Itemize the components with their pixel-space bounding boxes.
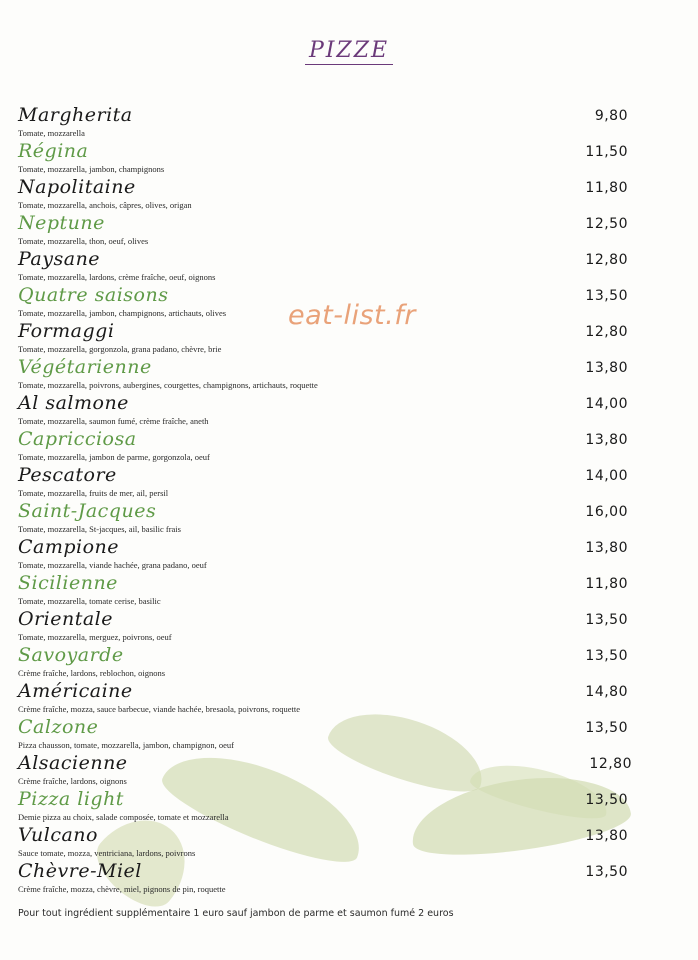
menu-item-price: 13,50 xyxy=(585,792,628,808)
menu-item xyxy=(18,428,638,464)
menu-item-name: Neptune xyxy=(18,212,105,234)
menu-item-name: Alsacienne xyxy=(18,752,128,774)
menu-item xyxy=(18,860,638,896)
menu-item-description: Tomate, mozzarella, jambon, champignons, artichauts, olives xyxy=(18,308,227,318)
menu-item-description: Sauce tomate, mozza, ventriciana, lardons, poivrons xyxy=(18,848,196,858)
menu-item-description: Crème fraîche, lardons, reblochon, oignons xyxy=(18,668,166,678)
menu-item-price: 9,80 xyxy=(594,108,628,124)
menu-item-description: Tomate, mozzarella, merguez, poivrons, oeuf xyxy=(18,632,172,642)
menu-item-name: Pescatore xyxy=(18,464,117,486)
menu-item-description: Crème fraîche, mozza, sauce barbecue, viande hachée, bresaola, poivrons, roquette xyxy=(18,704,301,714)
menu-item-name: Formaggi xyxy=(18,320,115,342)
menu-item-name: Margherita xyxy=(18,104,133,126)
menu-item-name: Paysane xyxy=(18,248,101,270)
menu-item-name: Campione xyxy=(18,536,120,558)
menu-item-price: 13,50 xyxy=(585,612,628,628)
menu-item xyxy=(18,824,638,860)
menu-item xyxy=(18,500,638,536)
menu-item xyxy=(18,212,638,248)
menu-item-price: 14,80 xyxy=(585,684,628,700)
menu-item-price: 11,80 xyxy=(585,576,628,592)
menu-item-price: 13,80 xyxy=(585,432,628,448)
menu-item-description: Tomate, mozzarella, St-jacques, ail, basilic frais xyxy=(18,524,181,534)
menu-item xyxy=(18,680,638,716)
menu-item xyxy=(18,572,638,608)
menu-item-description: Tomate, mozzarella xyxy=(18,128,85,138)
menu-item-price: 12,80 xyxy=(589,756,632,772)
menu-item-name: Sicilienne xyxy=(18,572,118,594)
menu-item-name: Saint-Jacques xyxy=(18,500,157,522)
menu-item-price: 14,00 xyxy=(585,468,628,484)
watermark: eat-list.fr xyxy=(288,300,416,331)
menu-item-price: 14,00 xyxy=(585,396,628,412)
menu-item-price: 13,80 xyxy=(585,540,628,556)
menu-item-name: Régina xyxy=(18,140,89,162)
menu-item xyxy=(18,320,638,356)
menu-item-price: 12,50 xyxy=(585,216,628,232)
menu-item-name: Végétarienne xyxy=(18,356,152,378)
menu-item-price: 13,80 xyxy=(585,828,628,844)
menu-item-description: Crème fraîche, lardons, oignons xyxy=(18,776,127,786)
menu-item-price: 11,50 xyxy=(585,144,628,160)
menu-item-description: Demie pizza au choix, salade composée, tomate et mozzarella xyxy=(18,812,229,822)
footnote: Pour tout ingrédient supplémentaire 1 euro sauf jambon de parme et saumon fumé 2 euros xyxy=(18,908,454,919)
menu-item-description: Tomate, mozzarella, lardons, crème fraîche, oeuf, oignons xyxy=(18,272,216,282)
menu-item-description: Tomate, mozzarella, fruits de mer, ail, persil xyxy=(18,488,169,498)
menu-item xyxy=(18,644,638,680)
menu-item xyxy=(18,608,638,644)
menu-item-description: Crème fraîche, mozza, chèvre, miel, pignons de pin, roquette xyxy=(18,884,226,894)
menu-item-description: Tomate, mozzarella, jambon, champignons xyxy=(18,164,165,174)
menu-item-name: Américaine xyxy=(18,680,133,702)
menu-item-name: Al salmone xyxy=(18,392,129,414)
menu-item-description: Tomate, mozzarella, tomate cerise, basilic xyxy=(18,596,161,606)
menu-item-price: 13,80 xyxy=(585,360,628,376)
menu-item xyxy=(18,464,638,500)
menu-item-description: Tomate, mozzarella, poivrons, aubergines, courgettes, champignons, artichauts, roquette xyxy=(18,380,318,390)
menu-item xyxy=(18,176,638,212)
menu-item-price: 11,80 xyxy=(585,180,628,196)
menu-item-description: Tomate, mozzarella, thon, oeuf, olives xyxy=(18,236,149,246)
page-title xyxy=(0,38,698,63)
menu-item xyxy=(18,140,638,176)
menu-item-price: 13,50 xyxy=(585,864,628,880)
menu-item xyxy=(18,788,638,824)
menu-item-description: Tomate, mozzarella, viande hachée, grana padano, oeuf xyxy=(18,560,207,570)
menu-item-name: Vulcano xyxy=(18,824,98,846)
menu-item-description: Tomate, mozzarella, jambon de parme, gorgonzola, oeuf xyxy=(18,452,210,462)
menu-item xyxy=(18,392,638,428)
menu-item-name: Orientale xyxy=(18,608,114,630)
menu-item-description: Tomate, mozzarella, saumon fumé, crème fraîche, aneth xyxy=(18,416,209,426)
menu-item xyxy=(18,716,638,752)
menu-item xyxy=(18,284,638,320)
menu-item-description: Tomate, mozzarella, anchois, câpres, olives, origan xyxy=(18,200,192,210)
menu-item xyxy=(18,104,638,140)
menu-item-description: Tomate, mozzarella, gorgonzola, grana padano, chèvre, brie xyxy=(18,344,222,354)
menu-item xyxy=(18,752,638,788)
menu-item-name: Quatre saisons xyxy=(18,284,169,306)
page-title-text: PIZZE xyxy=(305,38,393,65)
menu-item xyxy=(18,356,638,392)
menu-item-description: Pizza chausson, tomate, mozzarella, jambon, champignon, oeuf xyxy=(18,740,234,750)
menu-item-name: Capricciosa xyxy=(18,428,137,450)
menu-item-price: 12,80 xyxy=(585,252,628,268)
menu-item-name: Chèvre-Miel xyxy=(18,860,142,882)
menu-item-price: 12,80 xyxy=(585,324,628,340)
menu-item-name: Pizza light xyxy=(18,788,124,810)
menu-item-name: Savoyarde xyxy=(18,644,124,666)
menu-item-name: Calzone xyxy=(18,716,99,738)
menu-list xyxy=(18,104,638,896)
menu-item xyxy=(18,248,638,284)
menu-item-price: 13,50 xyxy=(585,720,628,736)
menu-item xyxy=(18,536,638,572)
menu-item-price: 13,50 xyxy=(585,288,628,304)
menu-item-name: Napolitaine xyxy=(18,176,136,198)
menu-item-price: 13,50 xyxy=(585,648,628,664)
menu-item-price: 16,00 xyxy=(585,504,628,520)
